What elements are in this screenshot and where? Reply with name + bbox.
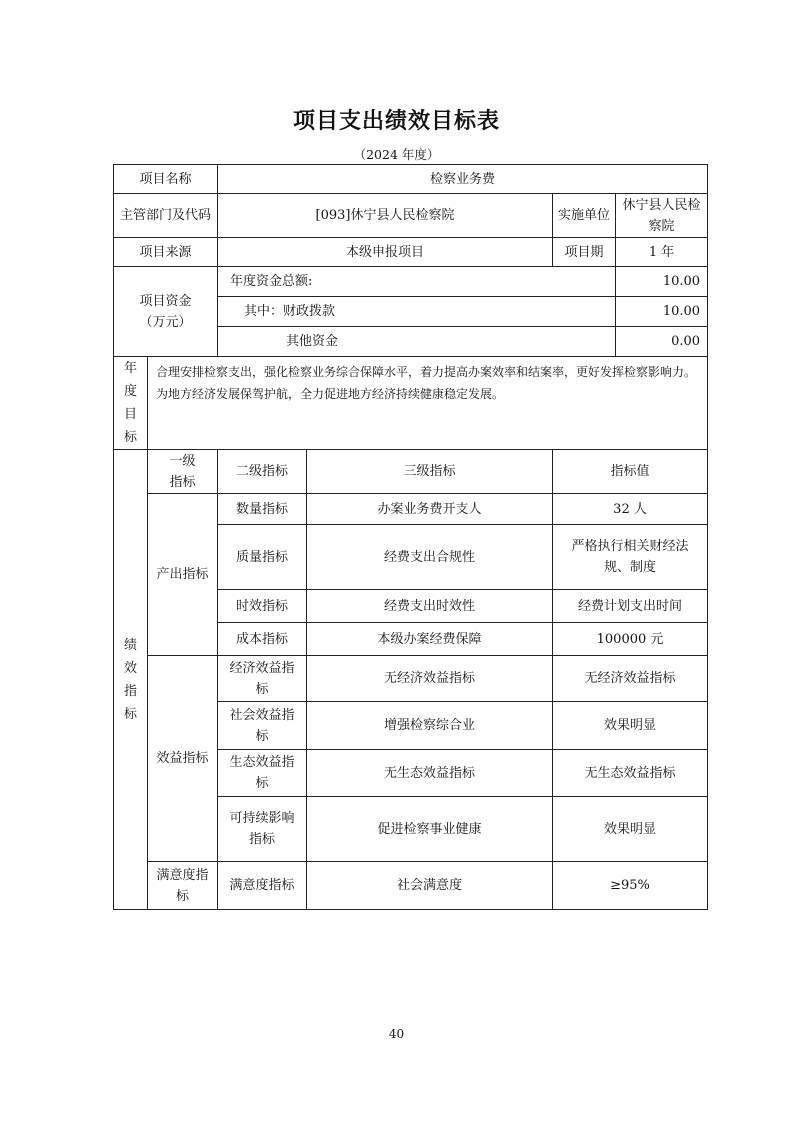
page-title: 项目支出绩效目标表 (292, 109, 500, 134)
level3-cell: 无经济效益指标 (307, 656, 553, 702)
header-level3: 三级指标 (307, 450, 553, 494)
level2-cell: 数量指标 (218, 494, 307, 525)
impl-unit-value: 休宁县人民检察院 (616, 194, 708, 238)
value-cell (553, 525, 708, 590)
value-cell-text: 严格执行相关财经法 规、制度 (571, 539, 689, 575)
value-cell: 效果明显 (553, 702, 708, 750)
level2-cell (218, 797, 307, 862)
header-level1-text: 一级 指标 (169, 453, 196, 490)
page-number: 40 (388, 1027, 405, 1041)
source-label: 项目来源 (114, 238, 218, 267)
output-indicator-label: 产出指标 (148, 494, 218, 656)
level3-cell: 无生态效益指标 (307, 750, 553, 797)
funds-label-text: 项目资金 （万元） (139, 293, 192, 330)
level2-cell: 成本指标 (218, 623, 307, 656)
value-cell: 无生态效益指标 (553, 750, 708, 797)
performance-goals-table (113, 164, 708, 910)
value-cell: 32 人 (553, 494, 708, 525)
annual-goal-label (114, 357, 148, 450)
benefit-indicator-label: 效益指标 (148, 656, 218, 862)
impl-unit-label: 实施单位 (553, 194, 616, 238)
funds-total-label: 年度资金总额: (218, 267, 616, 297)
annual-goal-label-text: 年 度 目 标 (123, 361, 137, 445)
period-label: 项目期 (553, 238, 616, 267)
project-name-label: 项目名称 (114, 165, 218, 194)
level2-cell-text: 经济效益指 标 (229, 660, 295, 697)
level2-cell (218, 656, 307, 702)
perf-indicator-label-text: 绩 效 指 标 (123, 637, 137, 722)
period-value: 1 年 (616, 238, 708, 267)
satisfaction-indicator-label (148, 862, 218, 910)
dept-value: [093]休宁县人民检察院 (218, 194, 553, 238)
level2-cell: 满意度指标 (218, 862, 307, 910)
level3-cell: 增强检察综合业 (307, 702, 553, 750)
header-level1 (148, 450, 218, 494)
level2-cell-text: 可持续影响 指标 (229, 811, 295, 847)
level2-cell (218, 750, 307, 797)
source-value: 本级申报项目 (218, 238, 553, 267)
level3-cell: 促进检察事业健康 (307, 797, 553, 862)
funds-other-value: 0.00 (616, 327, 708, 357)
funds-fiscal-label: 其中：财政拨款 (218, 297, 616, 327)
level2-cell: 时效指标 (218, 590, 307, 623)
value-cell: ≥95% (553, 862, 708, 910)
annual-goal-text: 合理安排检察支出，强化检察业务综合保障水平，着力提高办案效率和结案率，更好发挥检察影响力。为地方经济发展保驾护航，全力促进地方经济持续健康稳定发展。 (148, 357, 708, 450)
satisfaction-indicator-label-text: 满意度指 标 (156, 867, 209, 904)
value-cell: 经费计划支出时间 (553, 590, 708, 623)
year-label: （2024 年度） (353, 147, 440, 162)
level2-cell-text: 生态效益指 标 (229, 755, 295, 791)
value-cell: 效果明显 (553, 797, 708, 862)
header-level2: 二级指标 (218, 450, 307, 494)
level3-cell: 本级办案经费保障 (307, 623, 553, 656)
level2-cell-text: 社会效益指 标 (229, 707, 295, 744)
perf-indicator-label (114, 450, 148, 910)
funds-fiscal-value: 10.00 (616, 297, 708, 327)
level3-cell: 办案业务费开支人 (307, 494, 553, 525)
value-cell: 无经济效益指标 (553, 656, 708, 702)
funds-total-value: 10.00 (616, 267, 708, 297)
value-cell: 100000 元 (553, 623, 708, 656)
level3-cell: 经费支出时效性 (307, 590, 553, 623)
level3-cell: 社会满意度 (307, 862, 553, 910)
level2-cell: 质量指标 (218, 525, 307, 590)
dept-label: 主管部门及代码 (114, 194, 218, 238)
funds-label (114, 267, 218, 357)
level3-cell: 经费支出合规性 (307, 525, 553, 590)
project-name-value: 检察业务费 (218, 165, 708, 194)
level2-cell (218, 702, 307, 750)
header-value: 指标值 (553, 450, 708, 494)
funds-other-label: 其他资金 (218, 327, 616, 357)
